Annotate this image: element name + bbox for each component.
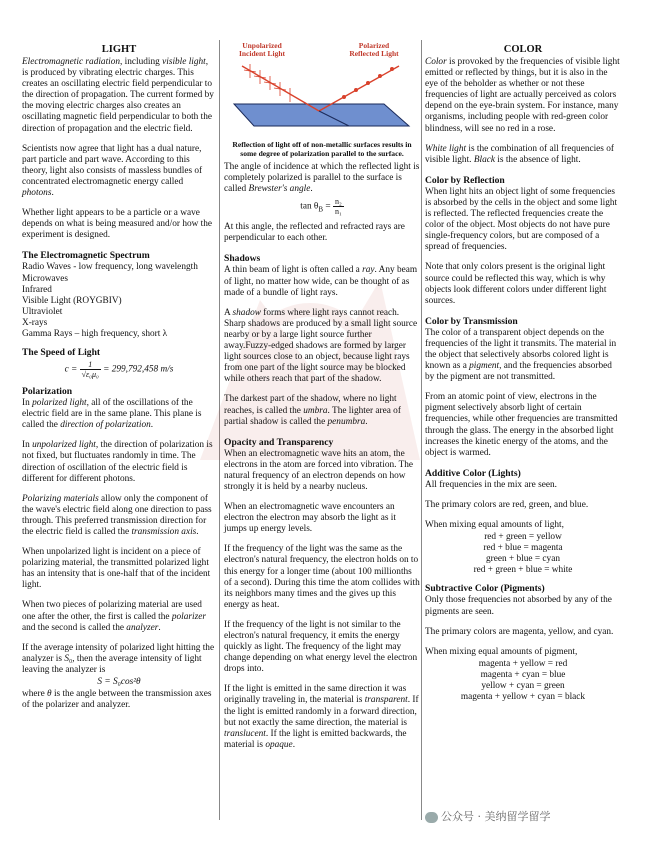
color-title: COLOR [503, 44, 543, 55]
speed-denominator: √ε₀μ₀ [81, 370, 99, 380]
text-run: , is produced by vibrating electric charges. This creates an oscillating electric field perpendicular to the direction of propagation. The current formed by the moving electric charges also creates an oscillating magnetic field perpendicular to both the direction of propagation and the electric field. [22, 57, 214, 134]
subtractive-mix-item: magenta + yellow + cyan = black [460, 692, 586, 703]
italic-term: penumbra [327, 416, 366, 427]
watermark-text: 公众号 · 美纳留学留学 [441, 810, 551, 823]
electron-vibration-paragraph: When an electromagnetic wave hits an atom, the electrons in the atom are forced into vibration. The natural frequency of an electron depends on how strongly it is held by a nearby nucleus. [224, 448, 414, 492]
atomic-view-paragraph: From an atomic point of view, electrons in the pigment selectively absorb light of certain frequencies, while other frequencies are transmitted through the glass. The energy in the absorbed light increases the kinetic energy of the atoms, and the object is warmed. [425, 392, 618, 458]
text-run: . [292, 739, 296, 750]
additive-mix-item: red + blue = magenta [483, 543, 563, 554]
text-run: , all of the oscillations of the electric field are in the same plane. This plane is called the [22, 398, 202, 431]
transmission-heading: Color by Transmission [425, 315, 518, 327]
malus-law-equation: S = S₀cos²θ [97, 677, 141, 688]
natural-frequency-paragraph: If the frequency of the light was the same as the electron's natural frequency, the electron holds on to this energy for a longer time (about 100 millionths of a second). During this time the atom collides with its neighbors many times and the gives up this energy as heat. [224, 544, 420, 610]
absorb-light-paragraph: When an electromagnetic wave encounters an electron the electron may absorb the light as it jumps up energy levels. [224, 502, 396, 535]
italic-term: unpolarized light [32, 440, 96, 451]
umbra-paragraph [224, 394, 420, 427]
brewster-paragraph [224, 162, 420, 195]
subtractive-mix-item: magenta + yellow = red [478, 658, 568, 669]
reflection-diagram [224, 56, 420, 128]
italic-term: ray [362, 265, 375, 276]
text-run: , and the frequencies absorbed by the pigment are not transmitted. [425, 361, 612, 383]
emit-energy-paragraph: If the frequency of the light is not similar to the electron's natural frequency, it emits the energy quickly as light. The frequency of the light may change depending on what energy level the electron drops into. [224, 619, 418, 675]
speed-heading: The Speed of Light [22, 347, 101, 359]
speed-fraction [80, 360, 101, 379]
italic-term: direction of polarization [60, 420, 151, 431]
speed-numerator: 1 [80, 360, 101, 370]
transmission-paragraph [425, 328, 621, 383]
text-run: is the absence of light. [494, 154, 581, 165]
italic-term: S [64, 653, 69, 664]
text-run: . [310, 184, 313, 195]
spectrum-item: Infrared [22, 284, 52, 295]
italic-term: analyzer [126, 622, 159, 633]
italic-term: Black [473, 154, 495, 165]
brewster-numerator: n₂ [334, 197, 342, 207]
text-run: In [22, 440, 33, 451]
italic-term: shadow [232, 307, 261, 318]
italic-term: translucent [224, 728, 266, 739]
text-run: , including [120, 57, 163, 67]
italic-term: θ [47, 689, 52, 700]
text-run: ₀, then the average intensity of light leaving the analyzer is [22, 653, 202, 675]
color-intro-paragraph [425, 57, 621, 135]
spectrum-item: X-rays [22, 317, 48, 328]
light-title: LIGHT [101, 44, 137, 55]
italic-term: polarizer [171, 611, 206, 622]
text-run: If the average intensity of polarized light hitting the analyzer is [22, 642, 215, 664]
middle-column [224, 42, 420, 760]
transparency-paragraph [224, 684, 420, 751]
analyzer-intensity-paragraph [22, 643, 216, 676]
text-run: . [51, 188, 54, 199]
additive-mix-item: red + green = yellow [484, 532, 562, 543]
italic-term: Electromagnetic radiation [22, 57, 121, 67]
additive-seen-paragraph: All frequencies in the mix are seen. [425, 479, 557, 490]
brewster-equation [224, 197, 420, 216]
text-run: The angle of incidence at which the reflected light is completely polarized is parallel to the surface is called [224, 162, 420, 195]
text-run: The color of a transparent object depends on the frequencies of the light it transmits. The material in the object that selectively absorbs colored light is known as a [425, 327, 617, 372]
figure-label-reflected: Polarized Reflected Light [349, 41, 399, 58]
text-run: allow only the component of the wave's electric field along one direction to pass through. This preferred transmission direction for the electric field is called the [22, 493, 212, 537]
shadows-heading: Shadows [224, 253, 261, 265]
polarization-arrows-icon [244, 64, 394, 102]
text-run: is the combination of all frequencies of visible light. [425, 143, 614, 165]
reflection-heading: Color by Reflection [425, 174, 505, 186]
unpolarized-light-paragraph [22, 440, 216, 484]
additive-mixing-paragraph: When mixing equal amounts of light, [425, 520, 564, 530]
italic-term: photons [22, 188, 52, 199]
particle-wave-paragraph: Whether light appears to be a particle or a wave depends on what is being measured and/or how the experiment is designed. [22, 208, 213, 241]
figure-label-incident: Unpolarized Incident Light [238, 41, 286, 58]
wechat-watermark [425, 808, 551, 824]
brewster-fraction [333, 197, 344, 216]
subtractive-seen-paragraph: Only those frequencies not absorbed by any of the pigments are seen. [425, 595, 612, 617]
additive-mix-list [425, 532, 621, 576]
text-run: is provoked by the frequencies of visible light emitted or reflected by things, but it is also in the eye of the beholder as whether or not these frequencies of light are actually perceived as colors depend on the eye-brain system. For instance, many organisms, including people with red-green color blindness, will see no red in a rose. [425, 57, 620, 134]
white-light-paragraph [425, 144, 621, 166]
brewster-subscript: B [318, 205, 324, 214]
text-run: Scientists now agree that light has a dual nature, part particle and part wave. According to this theory, light also consists of massless bundles of concentrated electromagnetic energy called [22, 143, 203, 187]
perpendicular-rays-paragraph: At this angle, the reflected and refracted rays are perpendicular to each other. [224, 222, 405, 244]
additive-primaries-paragraph: The primary colors are red, green, and blue. [425, 499, 589, 510]
spectrum-item: Visible Light (ROYGBIV) [22, 295, 122, 306]
subtractive-mix-list [425, 659, 621, 703]
text-run: . [365, 416, 368, 427]
italic-term: umbra [303, 405, 328, 416]
column-divider-right [421, 40, 422, 820]
wechat-icon [425, 812, 438, 823]
spectrum-list [22, 262, 216, 340]
polarizer-analyzer-paragraph [22, 600, 216, 633]
italic-term: transmission axis [131, 527, 197, 537]
text-run: . [158, 622, 161, 633]
italic-term: polarized light [32, 398, 87, 409]
spectrum-item: Ultraviolet [22, 306, 63, 317]
ray-paragraph [224, 265, 420, 298]
subtractive-primaries-paragraph: The primary colors are magenta, yellow, and cyan. [425, 626, 614, 637]
text-run: . [196, 527, 199, 537]
text-run: When two pieces of polarizing material are used one after the other, the first is called the [22, 600, 202, 622]
text-run: If the light is emitted in the same direction it was originally traveling in, the material is [224, 684, 407, 706]
text-run: . If the light is emitted backwards, the material is [224, 728, 407, 750]
dual-nature-paragraph [22, 144, 216, 199]
italic-term: Brewster's angle [248, 184, 311, 195]
italic-term: pigment [469, 361, 500, 372]
light-source-paragraph: Note that only colors present is the original light source could be reflected this way, which is why objects look different colors under different light sources. [425, 262, 607, 306]
spectrum-heading: The Electromagnetic Spectrum [22, 250, 150, 262]
italic-term: transparent [364, 695, 408, 706]
text-run: forms where light rays cannot reach. Sharp shadows are produced by a small light source nearby or by a large light source further away.Fuzzy-edged shadows are formed by larger light sources close to an object, because light rays from one part of the light source may be blocked while others reach that part of the shadow. [224, 307, 418, 385]
column-divider-left [219, 40, 220, 820]
polarizing-materials-paragraph [22, 494, 216, 538]
text-run: In [22, 398, 33, 409]
theta-definition-paragraph [22, 689, 216, 711]
text-run: . The lighter area of partial shadow is called the [224, 405, 401, 427]
brewster-lhs: tan θ [300, 201, 319, 212]
additive-mix-item: red + green + blue = white [473, 565, 573, 576]
light-column [22, 44, 216, 720]
spectrum-item: Radio Waves - low frequency, long wavelength [22, 262, 198, 273]
text-run: and the second is called the [22, 622, 127, 633]
subtractive-mix-item: magenta + cyan = blue [480, 669, 566, 680]
polarization-heading: Polarization [22, 386, 73, 398]
figure-caption: Reflection of light off of non-metallic surfaces results in some degree of polarization parallel to the surface. [232, 140, 412, 158]
opacity-heading: Opacity and Transparency [224, 436, 334, 448]
text-run: . [150, 420, 154, 431]
polarized-light-paragraph [22, 398, 216, 431]
text-run: A [224, 307, 233, 318]
text-run: . If the light is emitted randomly in a forward direction, but not exactly the same direction, the material is [224, 695, 419, 728]
brewster-equals: = [323, 201, 333, 212]
reflection-paragraph: When light hits an object light of some frequencies is absorbed by the cells in the object and some light is reflected. The reflected frequencies create the color of the object. Most objects do not have pure single-frequency colors, but are composed of a spread of frequencies. [425, 186, 618, 253]
italic-term: visible light [162, 57, 206, 67]
text-run: where [22, 689, 48, 700]
additive-heading: Additive Color (Lights) [425, 467, 521, 479]
spectrum-item: Gamma Rays – high frequency, short λ [22, 328, 168, 339]
text-run: A thin beam of light is often called a [224, 265, 363, 276]
speed-of-light-equation [22, 360, 216, 379]
italic-term: Polarizing materials [22, 493, 99, 504]
light-intro-paragraph [22, 57, 216, 135]
half-intensity-paragraph: When unpolarized light is incident on a piece of polarizing material, the transmitted polarized light has an intensity that is one-half that of the incident light. [22, 547, 211, 591]
shadow-paragraph [224, 308, 420, 386]
brewster-denominator: n₁ [334, 207, 342, 217]
color-column [425, 44, 621, 709]
text-run: The darkest part of the shadow, where no light reaches, is called the [224, 394, 397, 416]
subtractive-heading: Subtractive Color (Pigments) [425, 583, 545, 595]
subtractive-mixing-paragraph: When mixing equal amounts of pigment, [425, 646, 578, 657]
subtractive-mix-item: yellow + cyan = green [481, 681, 565, 692]
additive-mix-item: green + blue = cyan [486, 554, 560, 565]
reflecting-surface [234, 104, 409, 126]
spectrum-item: Microwaves [22, 273, 68, 284]
italic-term: Color [425, 57, 447, 67]
text-run: , the direction of polarization is not fixed, but fluctuates randomly in time. The direction of oscillation of the electric field is different for different photons. [22, 440, 213, 484]
text-run: . Any beam of light, no matter how wide, can be thought of as made of a bundle of light rays. [224, 265, 418, 298]
speed-rhs: = 299,792,458 m/s [103, 364, 174, 375]
speed-lhs: c = [64, 364, 78, 375]
italic-term: White light [425, 143, 467, 154]
brewster-reflection-figure [224, 42, 420, 138]
italic-term: opaque [265, 739, 293, 750]
text-run: is the angle between the transmission axes of the polarizer and analyzer. [22, 689, 212, 711]
